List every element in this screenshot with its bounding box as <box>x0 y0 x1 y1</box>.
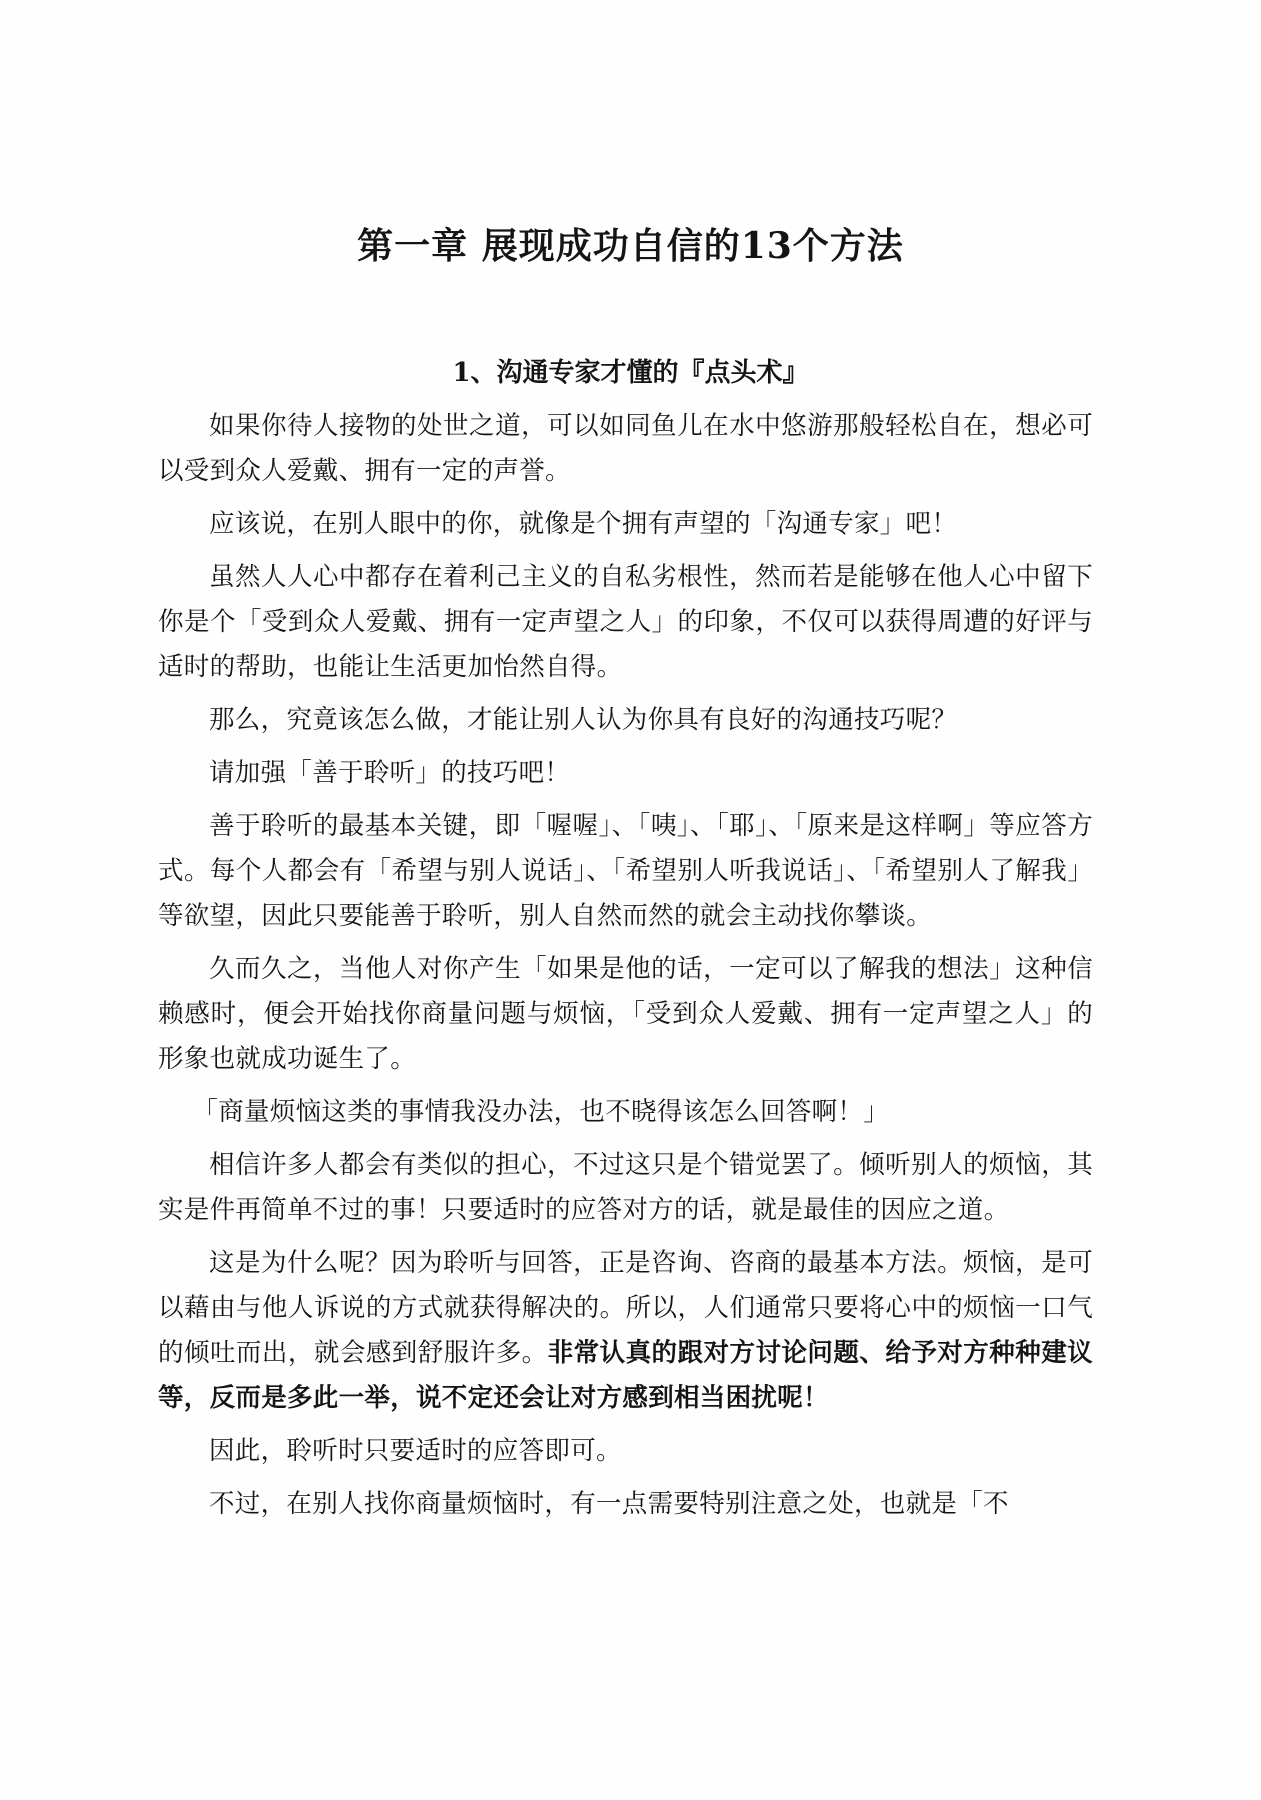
chapter-title: 第一章 展现成功自信的13个方法 <box>357 225 904 267</box>
paragraph-text: 这是为什么呢？因为聆听与回答，正是咨询、咨商的最基本方法。烦恼，是可以藉由与他人诉说的方式就获得解决的。所以，人们通常只要将心中的烦恼一口气的倾吐而出，就会感到舒服许多。 <box>158 1248 1093 1368</box>
paragraph: 虽然人人心中都存在着利己主义的自私劣根性，然而若是能够在他人心中留下你是个「受到众人爱戴、拥有一定声望之人」的印象，不仅可以获得周遭的好评与适时的帮助，也能让生活更加怡然自得。 <box>158 562 1093 682</box>
paragraph: 应该说，在别人眼中的你，就像是个拥有声望的「沟通专家」吧！ <box>209 509 958 539</box>
paragraph: 相信许多人都会有类似的担心，不过这只是个错觉罢了。倾听别人的烦恼，其实是件再简单不过的事！只要适时的应答对方的话，就是最佳的因应之道。 <box>158 1150 1093 1225</box>
paragraph: 请加强「善于聆听」的技巧吧！ <box>209 758 571 788</box>
bold-text: 非常认真的跟对方讨论问题、给予对方种种建议等，反而是多此一举，说不定还会让对方感到相当困扰呢！ <box>158 1338 1093 1413</box>
paragraph: 因此，聆听时只要适时的应答即可。 <box>209 1436 622 1466</box>
paragraph: 不过，在别人找你商量烦恼时，有一点需要特别注意之处，也就是「不 <box>209 1489 1009 1519</box>
paragraph: 那么，究竟该怎么做，才能让别人认为你具有良好的沟通技巧呢？ <box>209 705 958 735</box>
section-title: 1、沟通专家才懂的『点头术』 <box>452 358 809 388</box>
paragraph: 如果你待人接物的处世之道，可以如同鱼儿在水中悠游那般轻松自在，想必可以受到众人爱戴、拥有一定的声誉。 <box>158 411 1093 486</box>
quote-paragraph: 「商量烦恼这类的事情我没办法，也不晓得该怎么回答啊！」 <box>192 1097 890 1127</box>
body-text <box>158 404 1093 1535</box>
paragraph: 久而久之，当他人对你产生「如果是他的话，一定可以了解我的想法」这种信赖感时，便会开始找你商量问题与烦恼，「受到众人爱戴、拥有一定声望之人」的形象也就成功诞生了。 <box>158 954 1093 1074</box>
paragraph <box>158 1241 1093 1421</box>
paragraph: 善于聆听的最基本关键，即「喔喔」、「咦」、「耶」、「原来是这样啊」等应答方式。每个人都会有「希望与别人说话」、「希望别人听我说话」、「希望别人了解我」等欲望，因此只要能善于聆听，别人自然而然的就会主动找你攀谈。 <box>158 811 1093 931</box>
